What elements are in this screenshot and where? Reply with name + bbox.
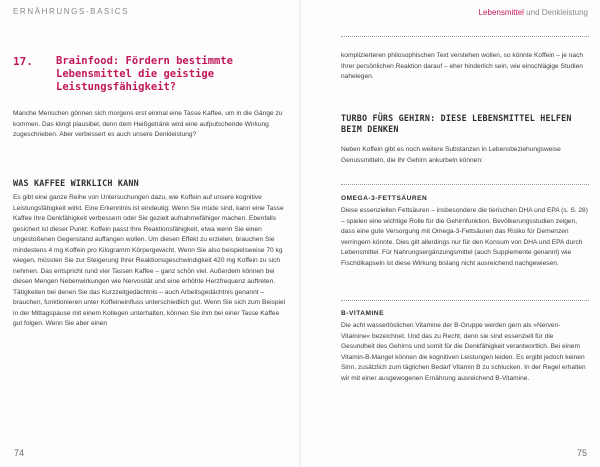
running-head-right-rest: und Denkleistung: [523, 8, 588, 17]
page-number-right: 75: [576, 448, 587, 458]
continued-paragraph: komplizierteren philosophischen Text verstehen wollen, so könnte Koffein – je nach Ihrer persönlichen Reaktion darauf – eher hinderlich sein, wie einschlägige Studien nahelegen.: [341, 52, 584, 80]
brain-turbo-intro-paragraph: Neben Koffein gibt es noch weitere Substanzen in Lebensbeziehungsweise Genussmitteln, die Ihr Gehirn ankurbeln können:: [341, 146, 561, 164]
vitamin-b-paragraph: Die acht wasserlöslichen Vitamine der B-Gruppe werden gern als »Nerven-Vitamine« bezeichnet. Und das zu Recht, denn sie sind essenziell für die Gesundheit des Gehirns und somit für die Denkfähigkeit verantwortlich. Bei einem Vitamin-B-Mangel können die kognitiven Leistungen leiden. Es ergibt jedoch keinen Sinn, zusätzlich zum täglichen Bedarf Vitamin B zu schlucken. In der Regel erhalten wir mit einer ausgewogenen Ernährung ausreichend B-Vitamine.: [341, 322, 586, 382]
vitamin-b-heading: B-VITAMINE: [341, 310, 384, 317]
section-heading-coffee: WAS KAFFEE WIRKLICH KANN: [13, 178, 139, 188]
page-number-left: 74: [14, 448, 25, 458]
omega3-paragraph: Diese essenziellen Fettsäuren – insbesondere die tierischen DHA und EPA (s. S. 28) – spielen eine wichtige Rolle für die Gehirnfunktion. Bevölkerungsstudien zeigen, dass eine gute Versorgung mit Omega-3-Fettsäuren das Risiko für Demenzen verringern könnte. Dies gilt allerdings nur für den Konsum von DHA und EPA durch Lebensmittel. Für Nahrungsergänzungsmittel (auch Supplemente genannt) wie Fischölkapseln ist diese Wirkung bislang nicht ausreichend nachgewiesen.: [341, 207, 588, 267]
divider: [341, 300, 589, 301]
intro-paragraph: Manche Menschen gönnen sich morgens erst einmal eine Tasse Kaffee, um in die Gänge zu kommen. Das klingt plausibel, denn dem Heißgetränk wird eine aufputschende Wirkung zugeschrieben. Aber verbessert es auch unsere Denkleistung?: [13, 110, 283, 138]
running-head-right: [479, 8, 588, 17]
divider: [341, 36, 589, 37]
book-gutter: [299, 0, 301, 467]
coffee-body-paragraph: Es gibt eine ganze Reihe von Untersuchungen dazu, wie Koffein auf unsere kognitive Leistungsfähigkeit wirkt. Eine Erkenntnis ist eindeutig: Wenn Sie müde sind, kann eine Tasse Kaffee Ihre Denkfähigkeit verbessern oder Sie gezielt aufnahmefähiger machen. Ebenfalls gesichert ist dieser Punkt: Koffein passt Ihre Reaktionsfähigkeit, etwa wenn Sie einen ungestoßenen Gegenstand auffangen wollen. Um diesen Effekt zu erzielen, brauchen Sie mindestens 4 mg Koffein pro Kilogramm Körpergewicht. Wenn Sie also beispielsweise 70 kg wiegen, müssten Sie zur Steigerung Ihrer Reaktionsgeschwindigkeit 420 mg Koffein zu sich nehmen. Das entspricht rund vier Tassen Kaffee – ganz schön viel. Außerdem können bei diesen Mengen Nebenwirkungen wie Nervosität und eine erhöhte Herzfrequenz auftreten. Tätigkeiten bei denen Sie das Kurzzeitgedächtnis – auch Arbeitsgedächtnis genannt – brauchen, funktionieren unter Koffeineinfluss unterschiedlich gut. Wenn Sie sich zum Beispiel in der Mittagspause mit einem Kollegen unterhalten, können Sie ihm bei einer Tasse Kaffee gut folgen. Wenn Sie aber einen: [13, 194, 286, 327]
omega3-heading: OMEGA-3-FETTSÄUREN: [341, 195, 428, 202]
divider: [341, 184, 589, 185]
section-heading-brain-turbo: TURBO FÜRS GEHIRN: DIESE LEBENSMITTEL HELFEN BEIM DENKEN: [341, 113, 572, 134]
running-head-left: ERNÄHRUNGS-BASICS: [13, 7, 130, 16]
chapter-number: 17.: [13, 55, 33, 68]
running-head-right-accent: Lebensmittel: [478, 8, 524, 17]
chapter-title: Brainfood: Fördern bestimmte Lebensmittel die geistige Leistungsfähigkeit?: [56, 55, 234, 93]
